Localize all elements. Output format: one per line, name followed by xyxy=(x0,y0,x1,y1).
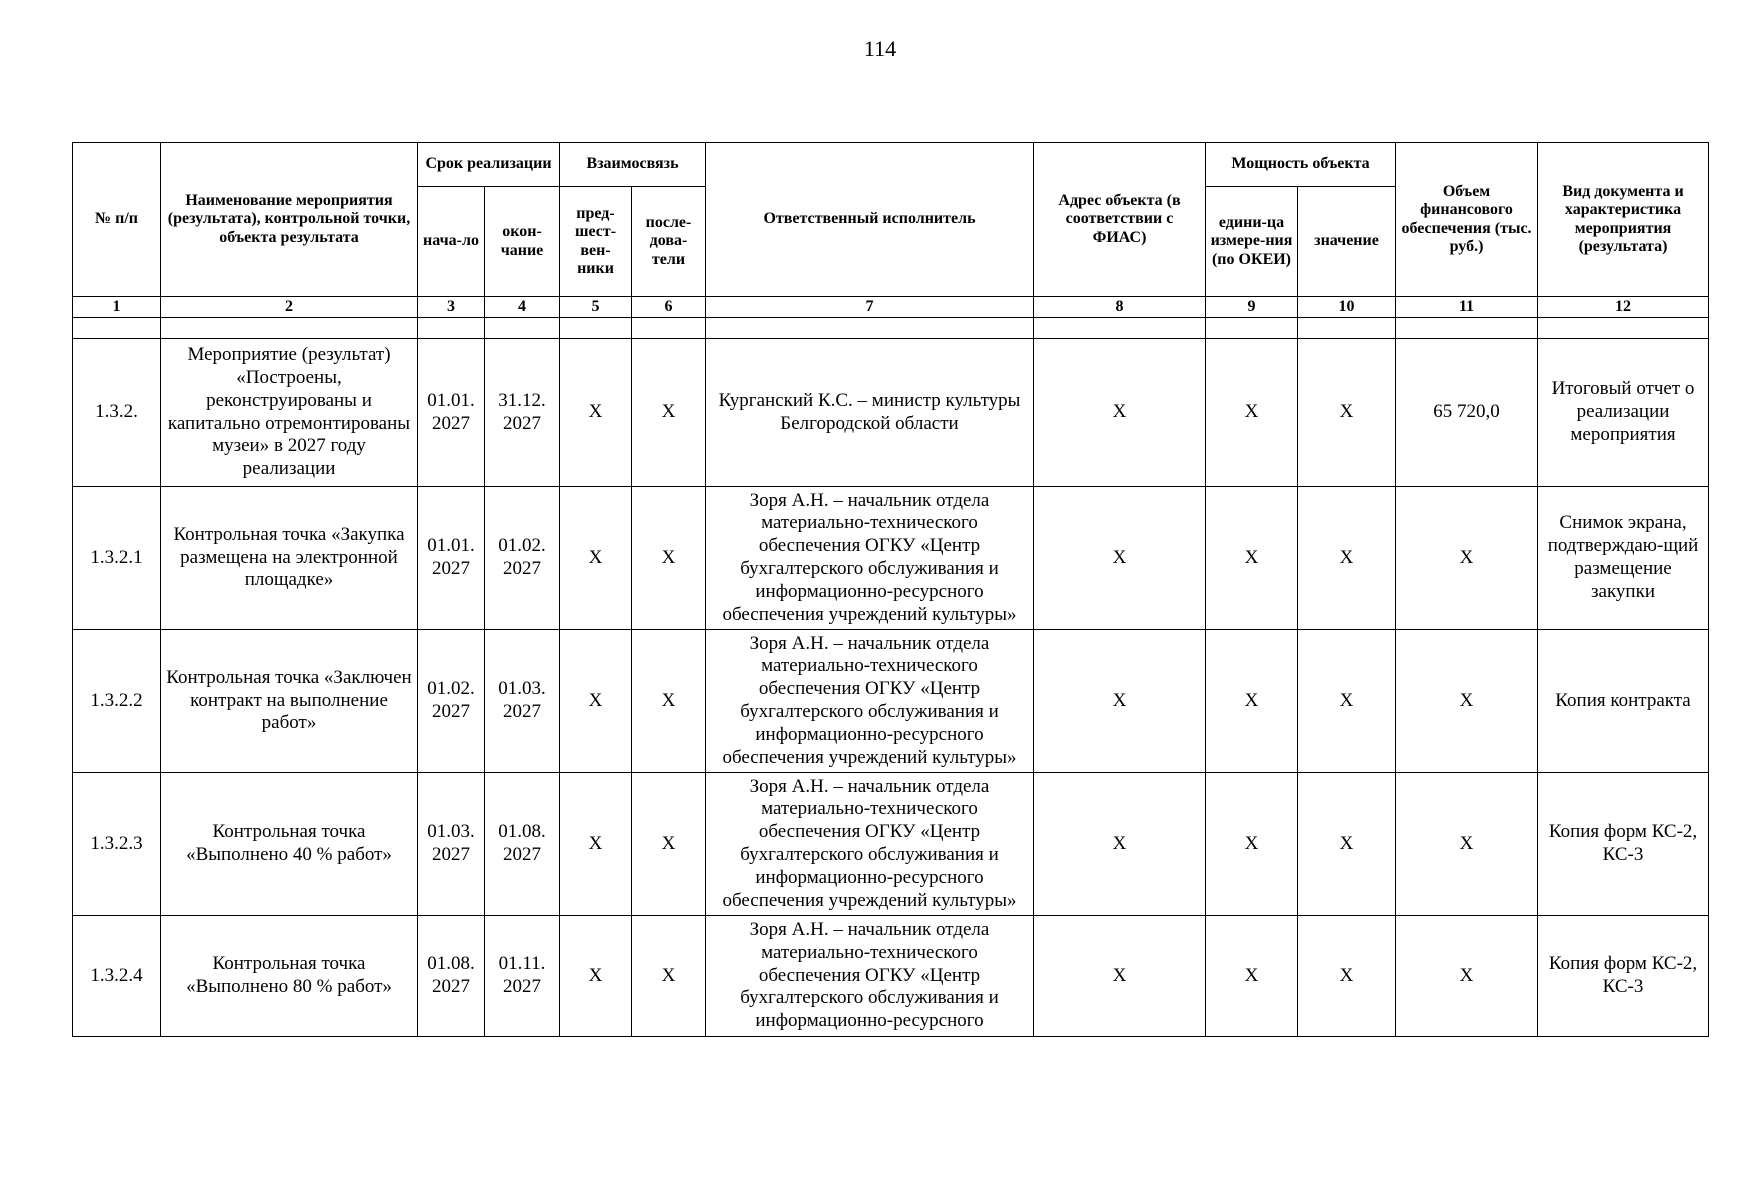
table-row xyxy=(73,630,1709,773)
row-executor: Зоря А.Н. – начальник отдела материально-технического обеспечения ОГКУ «Центр бухгалтерского обслуживания и информационно-ресурсного xyxy=(706,916,1034,1037)
column-number: 4 xyxy=(485,297,560,318)
header-rel-pred: пред-шест-вен-ники xyxy=(560,187,632,297)
row-executor: Зоря А.Н. – начальник отдела материально-технического обеспечения ОГКУ «Центр бухгалтерского обслуживания и информационно-ресурсного обеспечения учреждений культуры» xyxy=(706,630,1034,773)
page-number: 114 xyxy=(863,36,897,61)
row-pred: X xyxy=(560,339,632,487)
row-name: Контрольная точка «Закупка размещена на электронной площадке» xyxy=(161,487,418,630)
row-end: 01.02. 2027 xyxy=(485,487,560,630)
row-finance: X xyxy=(1396,630,1538,773)
column-number: 6 xyxy=(632,297,706,318)
row-doc: Копия форм КС-2, КС-3 xyxy=(1538,773,1709,916)
row-succ: X xyxy=(632,339,706,487)
column-number: 3 xyxy=(418,297,485,318)
row-pred: X xyxy=(560,487,632,630)
row-finance: X xyxy=(1396,916,1538,1037)
table-row xyxy=(73,487,1709,630)
header-cap-value: значение xyxy=(1298,187,1396,297)
row-unit: X xyxy=(1206,339,1298,487)
row-succ: X xyxy=(632,916,706,1037)
column-number: 11 xyxy=(1396,297,1538,318)
row-end: 01.03. 2027 xyxy=(485,630,560,773)
row-num: 1.3.2.1 xyxy=(73,487,161,630)
row-finance: 65 720,0 xyxy=(1396,339,1538,487)
row-value: X xyxy=(1298,773,1396,916)
column-number: 7 xyxy=(706,297,1034,318)
header-address: Адрес объекта (в соответствии с ФИАС) xyxy=(1034,143,1206,297)
column-number: 5 xyxy=(560,297,632,318)
row-start: 01.01. 2027 xyxy=(418,339,485,487)
row-unit: X xyxy=(1206,630,1298,773)
row-succ: X xyxy=(632,773,706,916)
row-executor: Зоря А.Н. – начальник отдела материально-технического обеспечения ОГКУ «Центр бухгалтерского обслуживания и информационно-ресурсного обеспечения учреждений культуры» xyxy=(706,487,1034,630)
row-num: 1.3.2. xyxy=(73,339,161,487)
table-header xyxy=(73,143,1709,318)
row-end: 01.11. 2027 xyxy=(485,916,560,1037)
row-start: 01.01. 2027 xyxy=(418,487,485,630)
row-address: X xyxy=(1034,487,1206,630)
row-start: 01.03. 2027 xyxy=(418,773,485,916)
table-row xyxy=(73,773,1709,916)
row-value: X xyxy=(1298,339,1396,487)
header-capacity: Мощность объекта xyxy=(1206,143,1396,187)
row-value: X xyxy=(1298,630,1396,773)
row-end: 31.12. 2027 xyxy=(485,339,560,487)
column-number: 9 xyxy=(1206,297,1298,318)
row-doc: Копия контракта xyxy=(1538,630,1709,773)
column-number: 1 xyxy=(73,297,161,318)
row-name: Контрольная точка «Выполнено 80 % работ» xyxy=(161,916,418,1037)
header-executor: Ответственный исполнитель xyxy=(706,143,1034,297)
header-relation: Взаимосвязь xyxy=(560,143,706,187)
row-value: X xyxy=(1298,916,1396,1037)
column-number: 2 xyxy=(161,297,418,318)
row-value: X xyxy=(1298,487,1396,630)
row-pred: X xyxy=(560,773,632,916)
row-doc: Копия форм КС-2, КС-3 xyxy=(1538,916,1709,1037)
header-term-end: окон-чание xyxy=(485,187,560,297)
row-name: Мероприятие (результат) «Построены, реконструированы и капитально отремонтированы музеи» в 2027 году реализации xyxy=(161,339,418,487)
table-row xyxy=(73,339,1709,487)
row-address: X xyxy=(1034,773,1206,916)
row-unit: X xyxy=(1206,487,1298,630)
header-num: № п/п xyxy=(73,143,161,297)
table-body xyxy=(73,318,1709,1037)
header-name: Наименование мероприятия (результата), контрольной точки, объекта результата xyxy=(161,143,418,297)
column-number: 8 xyxy=(1034,297,1206,318)
row-unit: X xyxy=(1206,773,1298,916)
header-cap-unit: едини-ца измере-ния (по ОКЕИ) xyxy=(1206,187,1298,297)
column-numbers-row xyxy=(73,297,1709,318)
row-succ: X xyxy=(632,630,706,773)
spacer-row xyxy=(73,318,1709,339)
column-number: 10 xyxy=(1298,297,1396,318)
row-start: 01.02. 2027 xyxy=(418,630,485,773)
header-doc: Вид документа и характеристика мероприятия (результата) xyxy=(1538,143,1709,297)
row-address: X xyxy=(1034,916,1206,1037)
table-row xyxy=(73,916,1709,1037)
row-name: Контрольная точка «Заключен контракт на выполнение работ» xyxy=(161,630,418,773)
row-doc: Итоговый отчет о реализации мероприятия xyxy=(1538,339,1709,487)
plan-table xyxy=(72,142,1709,1037)
header-term-start: нача-ло xyxy=(418,187,485,297)
row-pred: X xyxy=(560,916,632,1037)
row-end: 01.08. 2027 xyxy=(485,773,560,916)
header-rel-succ: после-дова-тели xyxy=(632,187,706,297)
header-finance: Объем финансового обеспечения (тыс. руб.) xyxy=(1396,143,1538,297)
row-start: 01.08. 2027 xyxy=(418,916,485,1037)
row-succ: X xyxy=(632,487,706,630)
row-pred: X xyxy=(560,630,632,773)
row-name: Контрольная точка «Выполнено 40 % работ» xyxy=(161,773,418,916)
row-executor: Курганский К.С. – министр культуры Белгородской области xyxy=(706,339,1034,487)
row-num: 1.3.2.3 xyxy=(73,773,161,916)
row-doc: Снимок экрана, подтверждаю-щий размещение закупки xyxy=(1538,487,1709,630)
row-num: 1.3.2.2 xyxy=(73,630,161,773)
row-finance: X xyxy=(1396,487,1538,630)
row-unit: X xyxy=(1206,916,1298,1037)
row-address: X xyxy=(1034,630,1206,773)
header-term: Срок реализации xyxy=(418,143,560,187)
row-num: 1.3.2.4 xyxy=(73,916,161,1037)
row-executor: Зоря А.Н. – начальник отдела материально-технического обеспечения ОГКУ «Центр бухгалтерского обслуживания и информационно-ресурсного обеспечения учреждений культуры» xyxy=(706,773,1034,916)
column-number: 12 xyxy=(1538,297,1709,318)
row-finance: X xyxy=(1396,773,1538,916)
row-address: X xyxy=(1034,339,1206,487)
